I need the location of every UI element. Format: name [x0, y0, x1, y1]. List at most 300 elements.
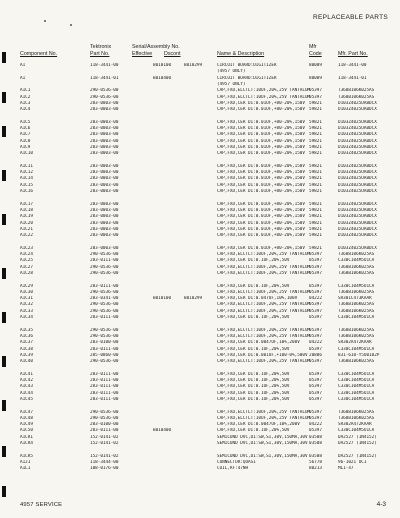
header-mfr-code: Code: [309, 51, 322, 57]
tek-part-number: 290-0536-00: [90, 252, 119, 257]
mfr-part-number: 831-610-Y5U0102P: [338, 352, 380, 358]
mfr-code: 59821: [309, 182, 322, 188]
table-row: [0, 239, 400, 245]
part-description: CAP,FXD,CER DI:0.01UF,+80-20%,150V: [217, 144, 305, 150]
mfr-code: 05397: [309, 283, 322, 289]
component-number: A1C17: [20, 201, 33, 207]
component-number: A1C49: [20, 422, 33, 428]
part-description: CAP,FXD,ELCTLT:10UF,20%,25V TANTALUM: [217, 327, 311, 333]
component-number: A1C31: [20, 296, 33, 302]
table-row: [0, 302, 400, 308]
part-description: CAP,FXD,CER DI:0.1UF,20%,50V: [217, 384, 290, 390]
table-row: [0, 63, 400, 69]
part-description: (4957 ONLY): [217, 81, 246, 87]
table-row: [0, 113, 400, 119]
part-description: CAP,FXD,CER DI:0.01UF,+80-20%,150V: [217, 226, 305, 232]
tek-part-number: 283-0111-00: [90, 378, 119, 383]
mfr-part-number: T368B106K025AS: [338, 415, 375, 421]
part-description: CAP,FXD,CER DI:0.01UF,+80-20%,150V: [217, 126, 305, 131]
table-row: [0, 277, 400, 283]
serial-dscont: B010299: [184, 63, 203, 68]
component-number: A1C28: [20, 270, 33, 276]
table-row: [0, 391, 400, 397]
part-description: SEMICOND DVC,DI:SW,SI,30V,150MA,30V: [217, 453, 308, 459]
component-number: A1J1: [20, 459, 31, 465]
header-tek-part: Part No.: [90, 51, 110, 57]
component-number: A1C36: [20, 333, 33, 339]
table-row: [0, 334, 400, 340]
mfr-part-number: C330C104M5U1CA: [338, 371, 375, 377]
mfr-code: 05397: [309, 415, 322, 421]
tek-part-number: 290-0536-00: [90, 94, 119, 100]
table-row: [0, 221, 400, 227]
table-row: [0, 164, 400, 170]
table-row: [0, 208, 400, 214]
component-number: A1C16: [20, 189, 33, 194]
mfr-code: 04222: [309, 422, 322, 428]
mfr-part-number: T368B106K025AS: [338, 308, 375, 314]
mfr-part-number: D103Z40Z5UABDCX: [338, 151, 377, 157]
tek-part-number: 283-0003-00: [90, 245, 119, 251]
mfr-part-number: D103Z40Z5UABDCX: [338, 132, 377, 138]
part-description: CAP,FXD,CER DI:0.1UF,20%,50V: [217, 258, 290, 264]
tek-part-number: 283-0111-00: [90, 258, 119, 264]
tek-part-number: 290-0536-00: [90, 333, 119, 339]
mfr-part-number: T368B106K025AS: [338, 409, 375, 415]
part-description: SEMICOND DVC,DI:SW,SI,30V,150MA,30V: [217, 434, 308, 440]
part-description: CAP,FXD,CER DI:0.01UF,+80-20%,150V: [217, 201, 305, 207]
table-row: [0, 422, 400, 428]
mfr-code: 59821: [309, 201, 322, 207]
mfr-code: 05397: [309, 428, 322, 434]
table-row: [0, 309, 400, 315]
mfr-part-number: T368B106K025AS: [338, 327, 375, 333]
table-row: [0, 271, 400, 277]
mfr-part-number: D103Z40Z5UABDCX: [338, 107, 377, 113]
table-row: [0, 258, 400, 264]
tek-part-number: 283-0111-00: [90, 283, 119, 289]
tek-part-number: 283-0003-00: [90, 176, 119, 182]
mfr-code: 80009: [309, 63, 322, 68]
component-number: A1C44: [20, 390, 33, 396]
component-number: A1CR4: [20, 441, 33, 446]
table-row: [0, 170, 400, 176]
mfr-code: 05397: [309, 258, 322, 264]
tek-part-number: 283-0003-00: [90, 226, 119, 232]
mfr-part-number: D103Z40Z5UABDCX: [338, 170, 377, 176]
table-row: [0, 284, 400, 290]
mfr-code: 05397: [309, 289, 322, 295]
part-description: CAP,FXD,CER DI:0.01UF,+80-20%,150V: [217, 189, 305, 194]
table-row: [0, 441, 400, 447]
serial-effective: B010100: [153, 63, 172, 68]
mfr-part-number: 96-1021 OC1: [338, 459, 367, 465]
mfr-part-number: D103Z40Z5UABDCX: [338, 126, 377, 131]
mfr-code: 03508: [309, 441, 322, 446]
serial-effective: B010400: [153, 428, 172, 434]
tek-part-number: 290-0536-00: [90, 327, 119, 333]
binding-mark: [2, 486, 6, 497]
table-row: [0, 359, 400, 365]
table-row: [0, 384, 400, 390]
mfr-part-number: T368B106K025AS: [338, 264, 375, 270]
header-mfr-part: Mfr. Part No.: [338, 51, 368, 57]
mfr-code: 05397: [309, 409, 322, 415]
scan-speck: [70, 24, 72, 26]
mfr-code: 05397: [309, 327, 322, 333]
mfr-part-number: SR302A472KAAR: [338, 340, 372, 346]
tek-part-number: 283-0341-00: [90, 296, 119, 302]
component-number: A1C18: [20, 207, 33, 213]
component-number: A1C45: [20, 396, 33, 402]
mfr-part-number: D103Z40Z5UABDCX: [338, 233, 377, 239]
header-serial: Serial/Assembly No.: [132, 44, 180, 50]
part-description: CAP,FXD,CER DI:0.01UF,+80-20%,150V: [217, 138, 305, 144]
mfr-part-number: DA2527 (1N4152): [338, 441, 377, 446]
mfr-code: 59821: [309, 126, 322, 131]
footer-manual-name: 4957 SERVICE: [20, 502, 63, 508]
tek-part-number: 283-0003-00: [90, 107, 119, 113]
component-number: A1: [20, 63, 26, 68]
table-row: [0, 460, 400, 466]
mfr-part-number: D103Z40Z5UABDCX: [338, 144, 377, 150]
mfr-code: 59821: [309, 163, 322, 169]
tek-part-number: 290-0536-00: [90, 270, 119, 276]
mfr-code: 59821: [309, 138, 322, 144]
part-description: CAP,FXD,CER DI:0.1UF,20%,50V: [217, 396, 290, 402]
mfr-part-number: T368B106K025AS: [338, 302, 375, 308]
mfr-part-number: T368B106K025AS: [338, 94, 375, 100]
mfr-part-number: T368B106K025AS: [338, 270, 375, 276]
mfr-code: 05397: [309, 346, 322, 352]
part-description: CAP,FXD,CER DI:0.01UF,+80-20%,150V: [217, 207, 305, 213]
part-description: CAP,FXD,ELCTLT:10UF,20%,25V TANTALUM: [217, 415, 311, 421]
mfr-code: 59821: [309, 132, 322, 138]
mfr-part-number: 118-3441-00: [338, 63, 367, 68]
part-description: CAP,FXD,CER DI:0.1UF,20%,50V: [217, 390, 290, 396]
component-number: A1C1: [20, 88, 31, 94]
component-number: A1C6: [20, 126, 31, 131]
mfr-code: 59821: [309, 233, 322, 239]
component-number: A1C47: [20, 409, 33, 415]
mfr-part-number: T368B106K025AS: [338, 252, 375, 257]
part-description: CAP,FXD,CER DI:0.0047UF,10%,200V: [217, 422, 300, 428]
mfr-code: 56778: [309, 459, 322, 465]
mfr-part-number: DA2527 (1N4152): [338, 434, 377, 440]
header-effective: Effective: [132, 51, 153, 57]
tek-part-number: 290-0536-00: [90, 359, 119, 365]
serial-effective: B010400: [153, 75, 172, 81]
mfr-code: 04222: [309, 340, 322, 346]
mfr-part-number: C330C104M5U1CA: [338, 258, 375, 264]
tek-part-number: 290-0536-00: [90, 88, 119, 94]
component-number: A1C7: [20, 132, 31, 138]
component-number: A1C4: [20, 107, 31, 113]
component-number: A1C21: [20, 226, 33, 232]
mfr-part-number: C330C104M5U1CA: [338, 283, 375, 289]
mfr-code: 05397: [309, 252, 322, 257]
table-row: [0, 265, 400, 271]
tek-part-number: 118-3441-00: [90, 63, 119, 68]
table-row: [0, 158, 400, 164]
mfr-part-number: C330C104M5U1CA: [338, 378, 375, 383]
component-number: A1C39: [20, 352, 33, 358]
table-row: [0, 82, 400, 88]
mfr-part-number: C330C104M5U1CA: [338, 396, 375, 402]
mfr-code: 05397: [309, 359, 322, 365]
mfr-part-number: T368B106K025AS: [338, 359, 375, 365]
part-description: CAP,FXD,ELCTLT:10UF,20%,25V TANTALUM: [217, 302, 311, 308]
mfr-part-number: D103Z40Z5UABDCX: [338, 220, 377, 226]
part-description: CAP,FXD,CER DI:0.01UF,+80-20%,150V: [217, 163, 305, 169]
mfr-code: 05397: [309, 302, 322, 308]
part-description: CAP,FXD,CER DI:0.1UF,20%,50V: [217, 428, 290, 434]
mfr-code: 59821: [309, 176, 322, 182]
table-row: [0, 101, 400, 107]
component-number: A1C8: [20, 138, 31, 144]
mfr-part-number: D103Z40Z5UABDCX: [338, 226, 377, 232]
mfr-code: 59821: [309, 119, 322, 125]
component-number: A1L1: [20, 466, 31, 472]
component-number: A1C30: [20, 289, 33, 295]
mfr-code: 59821: [309, 107, 322, 113]
component-number: A1C41: [20, 371, 33, 377]
mfr-code: 59821: [309, 151, 322, 157]
mfr-part-number: D103Z40Z5UABDCX: [338, 138, 377, 144]
table-row: [0, 214, 400, 220]
mfr-part-number: SR301C473KAAR: [338, 296, 372, 302]
tek-part-number: 283-0003-00: [90, 151, 119, 157]
mfr-part-number: C330C104M5U1CA: [338, 315, 375, 320]
mfr-code: 05397: [309, 371, 322, 377]
part-description: CAP,FXD,CER DI:0.01UF,+80-20%,150V: [217, 151, 305, 157]
tek-part-number: 283-0003-00: [90, 189, 119, 194]
tek-part-number: 290-0536-00: [90, 302, 119, 308]
component-number: A1C22: [20, 233, 33, 239]
tek-part-number: 108-0176-00: [90, 466, 119, 472]
part-description: CAP,FXD,CER DI:0.001UF,+100-0%,500V: [217, 352, 308, 358]
mfr-part-number: D103Z40Z5UABDCX: [338, 176, 377, 182]
part-description: CAP,FXD,CER DI:0.01UF,+80-20%,150V: [217, 245, 305, 251]
mfr-part-number: D103Z40Z5UABDCX: [338, 182, 377, 188]
tek-part-number: 283-0003-00: [90, 170, 119, 176]
component-number: A1C35: [20, 327, 33, 333]
mfr-code: 80009: [309, 75, 322, 81]
component-number: A1C38: [20, 346, 33, 352]
mfr-part-number: SR302A472KAAR: [338, 422, 372, 428]
table-row: [0, 120, 400, 126]
part-description: CAP,FXD,CER DI:0.0047UF,10%,200V: [217, 340, 300, 346]
table-row: [0, 397, 400, 403]
tek-part-number: 283-0003-00: [90, 220, 119, 226]
mfr-code: 03508: [309, 434, 322, 440]
page-number: 4-3: [376, 501, 386, 508]
mfr-code: 05397: [309, 384, 322, 390]
tek-part-number: 152-0141-02: [90, 434, 119, 440]
part-description: CAP,FXD,ELCTLT:10UF,20%,25V TANTALUM: [217, 308, 311, 314]
part-description: CAP,FXD,ELCTLT:10UF,20%,25V TANTALUM: [217, 252, 311, 257]
mfr-code: 59821: [309, 170, 322, 176]
page-title: REPLACEABLE PARTS: [313, 14, 388, 21]
component-number: A1C10: [20, 151, 33, 157]
component-number: A1CR1: [20, 434, 33, 440]
mfr-code: 03508: [309, 453, 322, 459]
table-row: [0, 252, 400, 258]
mfr-part-number: D103Z40Z5UABDCX: [338, 189, 377, 194]
table-row: [0, 447, 400, 453]
header-description: Name & Description: [217, 51, 265, 57]
header-mfr-line1: Mfr: [309, 44, 317, 50]
serial-dscont: B010299: [184, 296, 203, 302]
part-description: CAP,FXD,CER DI:0.1UF,20%,50V: [217, 346, 290, 352]
part-description: CAP,FXD,CER DI:0.047UF,10%,100V: [217, 296, 298, 302]
part-description: CAP,FXD,ELCTLT:10UF,20%,25V TANTALUM: [217, 270, 311, 276]
tek-part-number: 290-0536-00: [90, 289, 119, 295]
component-number: A1C25: [20, 258, 33, 264]
mfr-code: 05397: [309, 378, 322, 383]
part-description: CAP,FXD,CER DI:0.01UF,+80-20%,150V: [217, 233, 305, 239]
part-description: CAP,FXD,CER DI:0.01UF,+80-20%,150V: [217, 176, 305, 182]
header-dscont: Dscont: [164, 51, 181, 57]
mfr-part-number: ML1-47: [338, 466, 354, 472]
part-description: CAP,FXD,CER DI:0.1UF,20%,50V: [217, 378, 290, 383]
part-description: SEMICOND DVC,DI:SW,SI,30V,150MA,30V: [217, 441, 308, 446]
table-row: [0, 202, 400, 208]
part-description: CAP,FXD,CER DI:0.01UF,+80-20%,150V: [217, 132, 305, 138]
component-number: A1C43: [20, 384, 33, 390]
header-component: Component No.: [20, 51, 58, 57]
mfr-part-number: D103Z40Z5UABDCX: [338, 201, 377, 207]
mfr-code: 59821: [309, 207, 322, 213]
tek-part-number: 283-0111-00: [90, 384, 119, 390]
tek-part-number: 285-0860-00: [90, 352, 119, 358]
mfr-part-number: C330C104M5U1CA: [338, 428, 375, 434]
tek-part-number: 283-0111-00: [90, 315, 119, 320]
tek-part-number: 283-0100-00: [90, 340, 119, 346]
table-row: [0, 410, 400, 416]
mfr-code: 05397: [309, 270, 322, 276]
component-number: A1C33: [20, 308, 33, 314]
mfr-part-number: D103Z40Z5UABDCX: [338, 163, 377, 169]
table-row: [0, 416, 400, 422]
tek-part-number: 283-0111-00: [90, 428, 119, 434]
table-row: [0, 454, 400, 460]
table-row: [0, 183, 400, 189]
table-row: [0, 340, 400, 346]
mfr-code: 59821: [309, 144, 322, 150]
mfr-code: 80213: [309, 466, 322, 472]
tek-part-number: 283-0003-00: [90, 100, 119, 106]
mfr-code: 05397: [309, 315, 322, 320]
tek-part-number: 283-0111-00: [90, 396, 119, 402]
table-row: [0, 466, 400, 472]
header-tek-line1: Tektronix: [90, 44, 112, 50]
table-row: [0, 353, 400, 359]
table-row: [0, 227, 400, 233]
component-number: A1C50: [20, 428, 33, 434]
table-row: [0, 151, 400, 157]
mfr-code: 04222: [309, 296, 322, 302]
part-description: CAP,FXD,CER DI:0.1UF,20%,50V: [217, 283, 290, 289]
component-number: A1C37: [20, 340, 33, 346]
part-description: CAP,FXD,ELCTLT:10UF,20%,25V TANTALUM: [217, 88, 311, 94]
mfr-code: 05397: [309, 94, 322, 100]
component-number: A1C27: [20, 264, 33, 270]
table-row: [0, 69, 400, 75]
table-row: [0, 132, 400, 138]
tek-part-number: 283-0003-00: [90, 233, 119, 239]
part-description: CAP,FXD,ELCTLT:10UF,20%,25V TANTALUM: [217, 409, 311, 415]
component-number: A1C5: [20, 119, 31, 125]
mfr-code: 59821: [309, 245, 322, 251]
mfr-part-number: T368B106K025AS: [338, 88, 375, 94]
part-description: CAP,FXD,CER DI:0.01UF,+80-20%,150V: [217, 182, 305, 188]
tek-part-number: 283-0003-00: [90, 132, 119, 138]
component-number: A1C15: [20, 182, 33, 188]
component-number: A1C42: [20, 378, 33, 383]
tek-part-number: 283-0003-00: [90, 214, 119, 220]
mfr-part-number: C330C104M5U1CA: [338, 346, 375, 352]
part-description: CAP,FXD,ELCTLT:10UF,20%,25V TANTALUM: [217, 289, 311, 295]
mfr-part-number: T368B106K025AS: [338, 289, 375, 295]
mfr-code: 20806: [309, 352, 322, 358]
table-row: [0, 145, 400, 151]
part-description: CAP,FXD,ELCTLT:10UF,20%,25V TANTALUM: [217, 359, 311, 365]
table-row: [0, 403, 400, 409]
part-description: CIRCUIT BOARD:DIGITIZER: [217, 63, 277, 68]
component-number: A1CR5: [20, 453, 33, 459]
part-description: CAP,FXD,CER DI:0.1UF,20%,50V: [217, 371, 290, 377]
scan-speck: [44, 20, 46, 22]
tek-part-number: 290-0536-00: [90, 264, 119, 270]
tek-part-number: 290-0536-00: [90, 308, 119, 314]
tek-part-number: 283-0003-00: [90, 119, 119, 125]
component-number: A1C23: [20, 245, 33, 251]
tek-part-number: 283-0003-00: [90, 163, 119, 169]
component-number: A1C14: [20, 176, 33, 182]
mfr-part-number: D103Z40Z5UABDCX: [338, 119, 377, 125]
mfr-code: 05397: [309, 390, 322, 396]
part-description: CAP,FXD,ELCTLT:10UF,20%,25V TANTALUM: [217, 94, 311, 100]
component-number: A1C19: [20, 214, 33, 220]
tek-part-number: 283-0003-00: [90, 207, 119, 213]
component-number: A1C9: [20, 144, 31, 150]
mfr-part-number: D103Z40Z5UABDCX: [338, 245, 377, 251]
mfr-code: 05397: [309, 88, 322, 94]
table-row: [0, 76, 400, 82]
mfr-part-number: C330C104M5U1CA: [338, 390, 375, 396]
mfr-code: 59821: [309, 189, 322, 194]
component-number: A1C32: [20, 302, 33, 308]
mfr-part-number: D103Z40Z5UABDCX: [338, 100, 377, 106]
part-description: CAP,FXD,ELCTLT:10UF,20%,25V TANTALUM: [217, 333, 311, 339]
part-description: CAP,FXD,CER DI:0.01UF,+80-20%,150V: [217, 107, 305, 113]
component-number: A1C12: [20, 170, 33, 176]
tek-part-number: 283-0111-00: [90, 371, 119, 377]
tek-part-number: 290-0536-00: [90, 415, 119, 421]
tek-part-number: 152-0141-02: [90, 453, 119, 459]
mfr-code: 05397: [309, 264, 322, 270]
tek-part-number: 118-3441-01: [90, 75, 119, 81]
mfr-code: 05397: [309, 333, 322, 339]
tek-part-number: 290-0536-00: [90, 409, 119, 415]
table-row: [0, 189, 400, 195]
table-row: [0, 378, 400, 384]
table-row: [0, 290, 400, 296]
table-row: [0, 296, 400, 302]
tek-part-number: 118-3444-00: [90, 459, 119, 465]
binding-mark: [2, 52, 6, 63]
